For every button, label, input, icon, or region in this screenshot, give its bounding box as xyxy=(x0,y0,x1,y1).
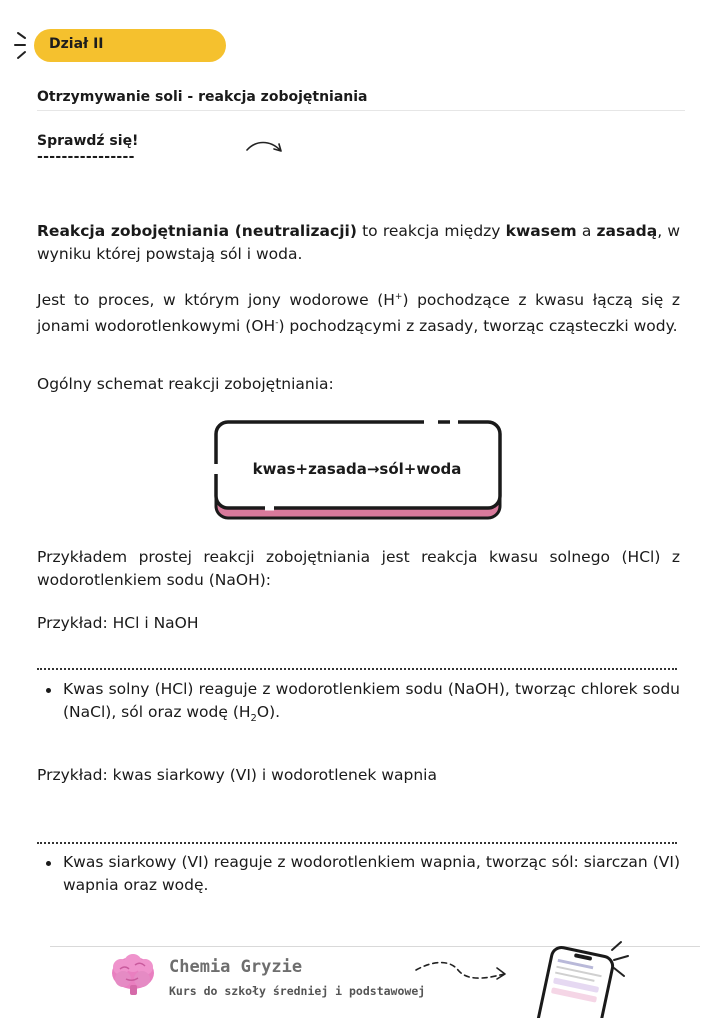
brand-name: Chemia Gryzie xyxy=(169,957,303,977)
divider xyxy=(37,110,685,111)
example-title: Przykład: kwas siarkowy (VI) i wodorotlenek wapnia xyxy=(37,766,437,784)
process-text: ) pochodzące z kwasu łączą się z jonami wodorotlenkowymi (OH xyxy=(37,291,681,335)
term-neutralization: Reakcja zobojętniania (neutralizacji) xyxy=(37,222,357,240)
process-text: ) pochodzącymi z zasady, tworząc cząsteczki wody. xyxy=(278,316,678,335)
check-yourself-heading: Sprawdź się! xyxy=(37,133,139,149)
process-paragraph xyxy=(37,286,680,337)
answer-line xyxy=(37,842,677,844)
section-badge-label: Dział II xyxy=(49,36,104,52)
definition-paragraph xyxy=(37,220,680,265)
dashed-arrow-icon xyxy=(412,958,512,988)
reaction-equation: kwas+zasada→sól+woda xyxy=(252,460,462,478)
scheme-intro: Ogólny schemat reakcji zobojętniania: xyxy=(37,375,334,393)
example-title: Przykład: HCl i NaOH xyxy=(37,614,199,632)
bullet-dot xyxy=(46,688,51,693)
process-text: Jest to proces, w którym jony wodorowe (H xyxy=(37,291,395,310)
answer-text: Kwas solny (HCl) reaguje z wodorotlenkiem sodu (NaOH), tworząc chlorek sodu (NaCl), sól oraz wodę (H xyxy=(63,680,680,721)
definition-text: a xyxy=(576,222,597,240)
bullet-dot xyxy=(46,861,51,866)
brain-icon xyxy=(108,951,158,1001)
check-yourself-underline: ---------------- xyxy=(37,149,135,165)
page-subtitle: Otrzymywanie soli - reakcja zobojętniania xyxy=(37,89,368,105)
curved-arrow-icon xyxy=(244,138,286,158)
answer-text: O). xyxy=(256,702,281,721)
term-acid: kwasem xyxy=(505,222,577,240)
example-answer: Kwas siarkowy (VI) reaguje z wodorotlenkiem wapnia, tworząc sól: siarczan (VI) wapnia oraz wodę. xyxy=(63,853,680,894)
answer-line xyxy=(37,668,677,670)
definition-text: to reakcja między xyxy=(356,222,506,240)
subscript: 2 xyxy=(250,712,257,724)
example-intro: Przykładem prostej reakcji zobojętniania jest reakcja kwasu solnego (HCl) z wodorotlenkiem sodu (NaOH): xyxy=(37,548,680,589)
charge-superscript: + xyxy=(394,292,403,302)
example-answer xyxy=(63,678,680,730)
brand-tagline: Kurs do szkoły średniej i podstawowej xyxy=(169,984,426,998)
term-base: zasadą xyxy=(596,222,658,240)
section-badge xyxy=(34,29,226,62)
charge-superscript: - xyxy=(275,317,279,328)
definition-text: , w wyniku której powstają sól i woda. xyxy=(37,222,681,263)
sparkle-lines-icon xyxy=(604,940,632,980)
